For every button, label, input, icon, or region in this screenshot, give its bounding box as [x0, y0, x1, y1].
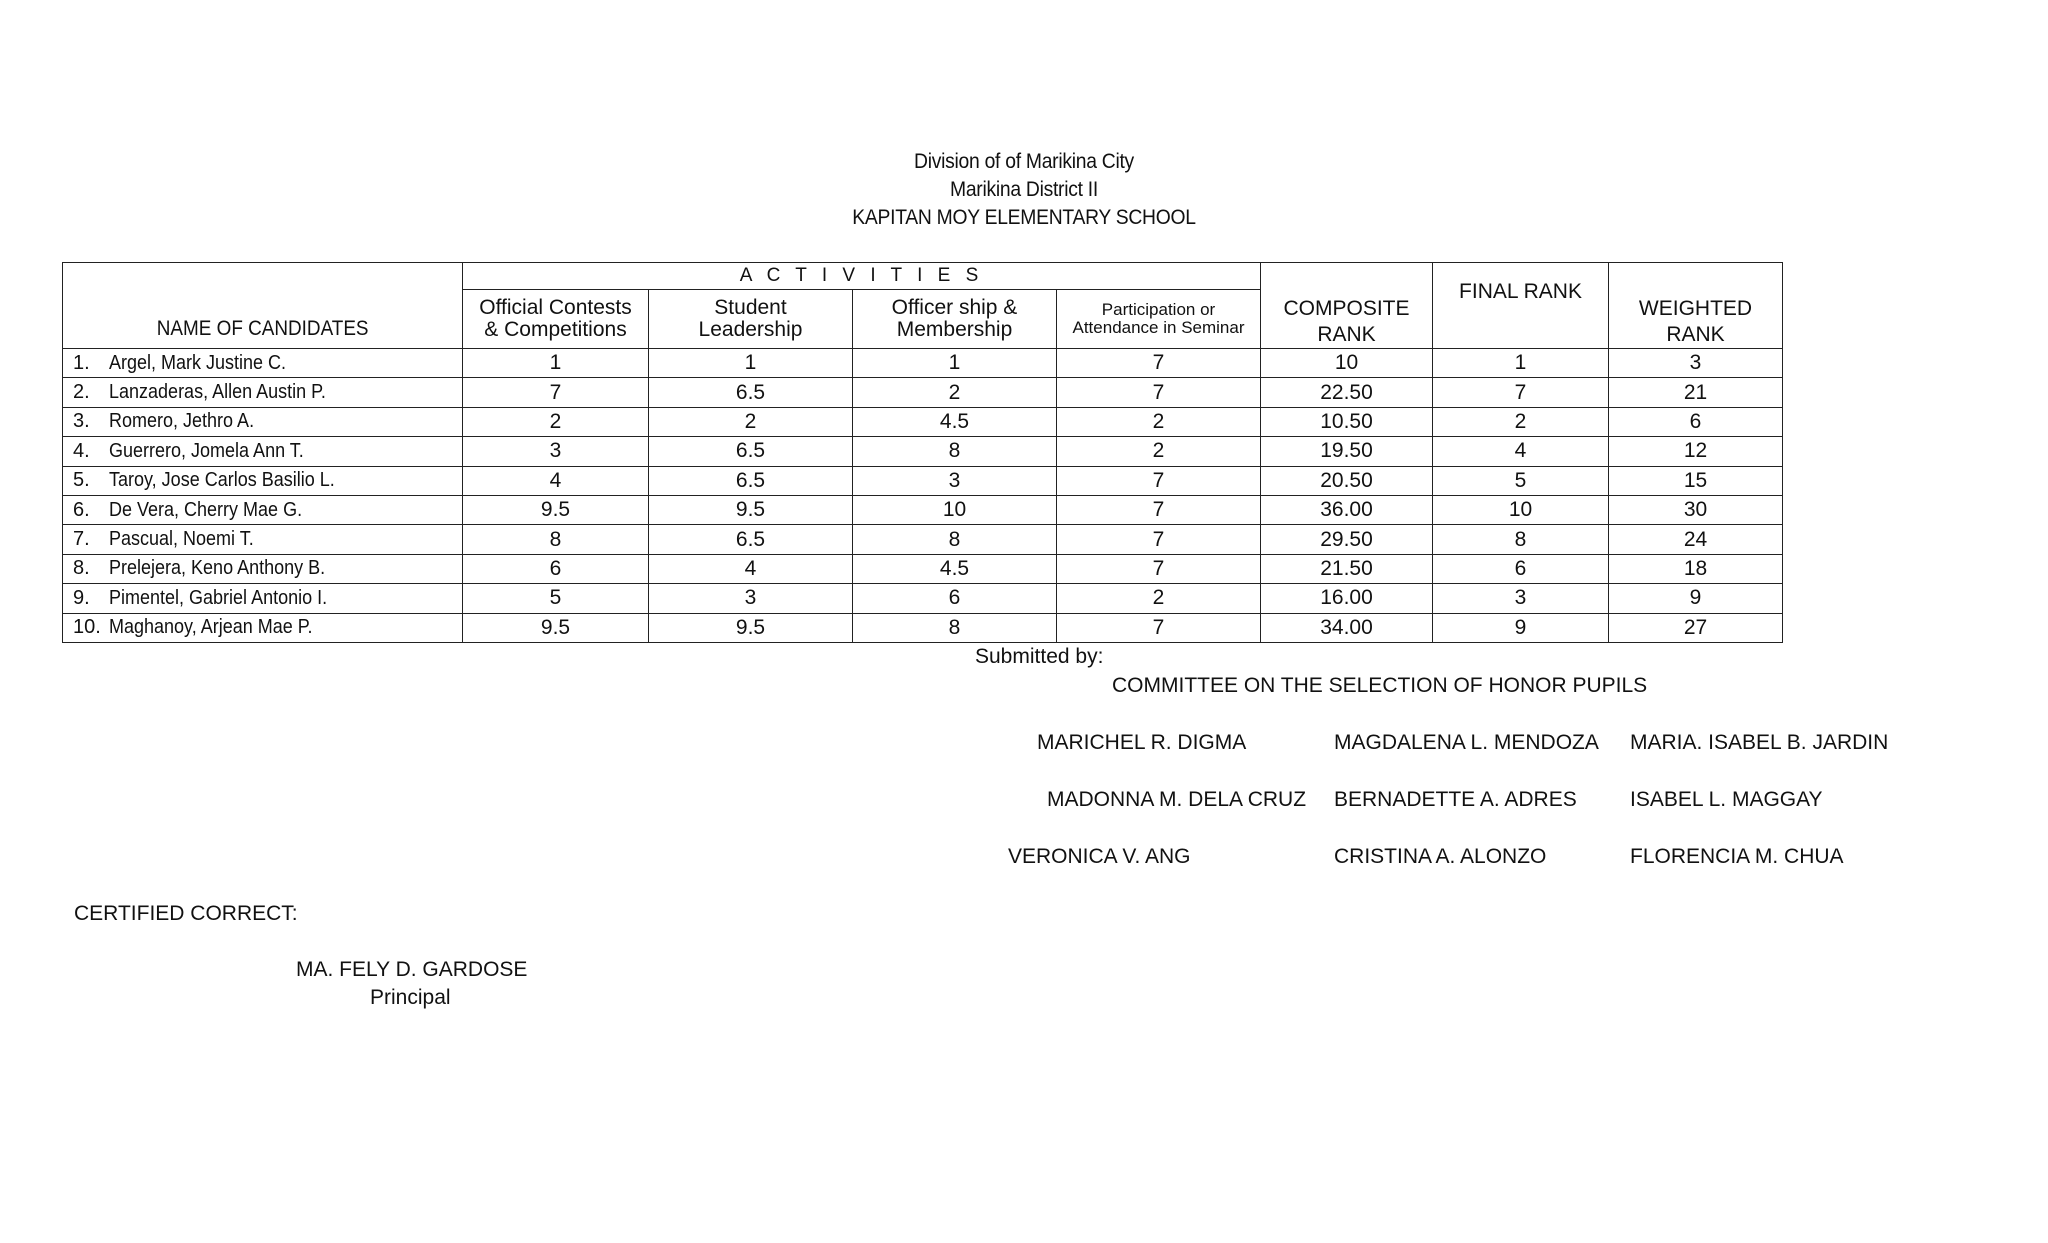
final-cell: 7 — [1433, 378, 1609, 407]
district-title: Marikina District II — [949, 178, 1098, 201]
officer-cell: 4.5 — [853, 554, 1057, 583]
officer-cell: 1 — [853, 349, 1057, 378]
officer-cell: 8 — [853, 525, 1057, 554]
committee-member: MAGDALENA L. MENDOZA — [1334, 731, 1599, 754]
table-row — [63, 525, 1783, 554]
final-cell: 8 — [1433, 525, 1609, 554]
candidate-name: Guerrero, Jomela Ann T. — [109, 439, 304, 462]
certified-correct-label: CERTIFIED CORRECT: — [74, 902, 298, 925]
candidate-number: 10. — [73, 616, 101, 639]
student-cell: 1 — [649, 349, 853, 378]
weighted-cell: 3 — [1609, 349, 1783, 378]
composite-cell: 10 — [1261, 349, 1433, 378]
table-row — [63, 378, 1783, 407]
committee-member: CRISTINA A. ALONZO — [1334, 845, 1547, 868]
candidate-name: Romero, Jethro A. — [109, 410, 255, 433]
participation-cell: 7 — [1057, 349, 1261, 378]
candidate-name-cell — [63, 466, 463, 495]
student-cell: 6.5 — [649, 378, 853, 407]
student-cell: 4 — [649, 554, 853, 583]
student-leadership-header: Student Leadership — [649, 290, 853, 349]
student-cell: 6.5 — [649, 437, 853, 466]
candidate-number: 6. — [73, 498, 90, 521]
weighted-cell: 21 — [1609, 378, 1783, 407]
committee-member: BERNADETTE A. ADRES — [1334, 788, 1577, 811]
candidate-name-cell — [63, 584, 463, 613]
officer-cell: 3 — [853, 466, 1057, 495]
official-cell: 8 — [463, 525, 649, 554]
student-cell: 6.5 — [649, 466, 853, 495]
table-row — [63, 466, 1783, 495]
participation-cell: 2 — [1057, 437, 1261, 466]
candidate-number: 7. — [73, 528, 90, 551]
final-cell: 2 — [1433, 407, 1609, 436]
composite-cell: 29.50 — [1261, 525, 1433, 554]
officer-cell: 4.5 — [853, 407, 1057, 436]
composite-cell: 16.00 — [1261, 584, 1433, 613]
official-cell: 1 — [463, 349, 649, 378]
composite-cell: 22.50 — [1261, 378, 1433, 407]
candidate-name: Prelejera, Keno Anthony B. — [109, 557, 326, 580]
ranking-table — [62, 262, 1783, 643]
candidate-number: 5. — [73, 469, 90, 492]
school-title: KAPITAN MOY ELEMENTARY SCHOOL — [852, 206, 1196, 229]
committee-member: ISABEL L. MAGGAY — [1630, 788, 1823, 811]
official-cell: 9.5 — [463, 495, 649, 524]
student-cell: 9.5 — [649, 613, 853, 642]
candidate-name-cell — [63, 613, 463, 642]
officer-cell: 2 — [853, 378, 1057, 407]
candidate-name: Pimentel, Gabriel Antonio I. — [109, 586, 328, 609]
principal-name: MA. FELY D. GARDOSE — [296, 958, 528, 981]
officer-cell: 8 — [853, 613, 1057, 642]
official-contests-header: Official Contests & Competitions — [463, 290, 649, 349]
principal-title: Principal — [370, 986, 451, 1009]
student-cell: 3 — [649, 584, 853, 613]
final-cell: 9 — [1433, 613, 1609, 642]
student-cell: 9.5 — [649, 495, 853, 524]
candidate-name-cell — [63, 378, 463, 407]
weighted-cell: 9 — [1609, 584, 1783, 613]
participation-cell: 7 — [1057, 466, 1261, 495]
committee-title: COMMITTEE ON THE SELECTION OF HONOR PUPILS — [1112, 674, 1648, 697]
candidate-name: Taroy, Jose Carlos Basilio L. — [109, 469, 335, 492]
official-cell: 9.5 — [463, 613, 649, 642]
participation-cell: 7 — [1057, 378, 1261, 407]
composite-cell: 21.50 — [1261, 554, 1433, 583]
committee-member: MARICHEL R. DIGMA — [1037, 731, 1247, 754]
composite-cell: 36.00 — [1261, 495, 1433, 524]
final-cell: 3 — [1433, 584, 1609, 613]
table-row — [63, 554, 1783, 583]
weighted-cell: 12 — [1609, 437, 1783, 466]
weighted-cell: 27 — [1609, 613, 1783, 642]
candidate-number: 4. — [73, 439, 90, 462]
candidate-number: 8. — [73, 557, 90, 580]
table-row — [63, 407, 1783, 436]
composite-rank-header: COMPOSITE RANK — [1261, 263, 1433, 349]
candidate-number: 1. — [73, 351, 90, 374]
final-cell: 10 — [1433, 495, 1609, 524]
participation-cell: 2 — [1057, 584, 1261, 613]
student-cell: 6.5 — [649, 525, 853, 554]
division-title: Division of of Marikina City — [914, 150, 1134, 173]
composite-cell: 34.00 — [1261, 613, 1433, 642]
committee-member: MARIA. ISABEL B. JARDIN — [1630, 731, 1889, 754]
official-cell: 6 — [463, 554, 649, 583]
officership-membership-header: Officer ship & Membership — [853, 290, 1057, 349]
officer-cell: 8 — [853, 437, 1057, 466]
official-cell: 5 — [463, 584, 649, 613]
officer-cell: 6 — [853, 584, 1057, 613]
final-cell: 6 — [1433, 554, 1609, 583]
committee-member: VERONICA V. ANG — [1008, 845, 1191, 868]
final-cell: 4 — [1433, 437, 1609, 466]
candidate-number: 2. — [73, 381, 90, 404]
participation-cell: 2 — [1057, 407, 1261, 436]
final-rank-header: FINAL RANK — [1433, 263, 1609, 349]
table-row — [63, 437, 1783, 466]
official-cell: 2 — [463, 407, 649, 436]
candidate-name-cell — [63, 525, 463, 554]
table-row — [63, 349, 1783, 378]
candidate-number: 3. — [73, 410, 90, 433]
official-cell: 7 — [463, 378, 649, 407]
candidate-name-cell — [63, 349, 463, 378]
candidate-name: Argel, Mark Justine C. — [109, 351, 287, 374]
candidate-name: Lanzaderas, Allen Austin P. — [109, 381, 326, 404]
candidate-name: De Vera, Cherry Mae G. — [109, 498, 303, 521]
candidate-name-cell — [63, 407, 463, 436]
composite-cell: 10.50 — [1261, 407, 1433, 436]
committee-member: MADONNA M. DELA CRUZ — [1047, 788, 1307, 811]
weighted-cell: 6 — [1609, 407, 1783, 436]
participation-cell: 7 — [1057, 554, 1261, 583]
candidate-name-cell — [63, 554, 463, 583]
candidate-number: 9. — [73, 586, 90, 609]
composite-cell: 19.50 — [1261, 437, 1433, 466]
candidate-name: Pascual, Noemi T. — [109, 528, 254, 551]
final-cell: 1 — [1433, 349, 1609, 378]
weighted-cell: 18 — [1609, 554, 1783, 583]
participation-seminar-header: Participation or Attendance in Seminar — [1057, 290, 1261, 349]
final-cell: 5 — [1433, 466, 1609, 495]
name-column-header: NAME OF CANDIDATES — [63, 263, 463, 349]
table-row — [63, 495, 1783, 524]
candidate-name: Maghanoy, Arjean Mae P. — [109, 616, 313, 639]
officer-cell: 10 — [853, 495, 1057, 524]
participation-cell: 7 — [1057, 613, 1261, 642]
weighted-cell: 15 — [1609, 466, 1783, 495]
official-cell: 3 — [463, 437, 649, 466]
activities-header: A C T I V I T I E S — [463, 263, 1261, 290]
student-cell: 2 — [649, 407, 853, 436]
table-row — [63, 613, 1783, 642]
weighted-rank-header: WEIGHTED RANK — [1609, 263, 1783, 349]
composite-cell: 20.50 — [1261, 466, 1433, 495]
submitted-by-label: Submitted by: — [975, 645, 1104, 668]
participation-cell: 7 — [1057, 495, 1261, 524]
weighted-cell: 30 — [1609, 495, 1783, 524]
candidate-name-cell — [63, 495, 463, 524]
weighted-cell: 24 — [1609, 525, 1783, 554]
official-cell: 4 — [463, 466, 649, 495]
candidate-name-cell — [63, 437, 463, 466]
committee-member: FLORENCIA M. CHUA — [1630, 845, 1844, 868]
table-row — [63, 584, 1783, 613]
participation-cell: 7 — [1057, 525, 1261, 554]
